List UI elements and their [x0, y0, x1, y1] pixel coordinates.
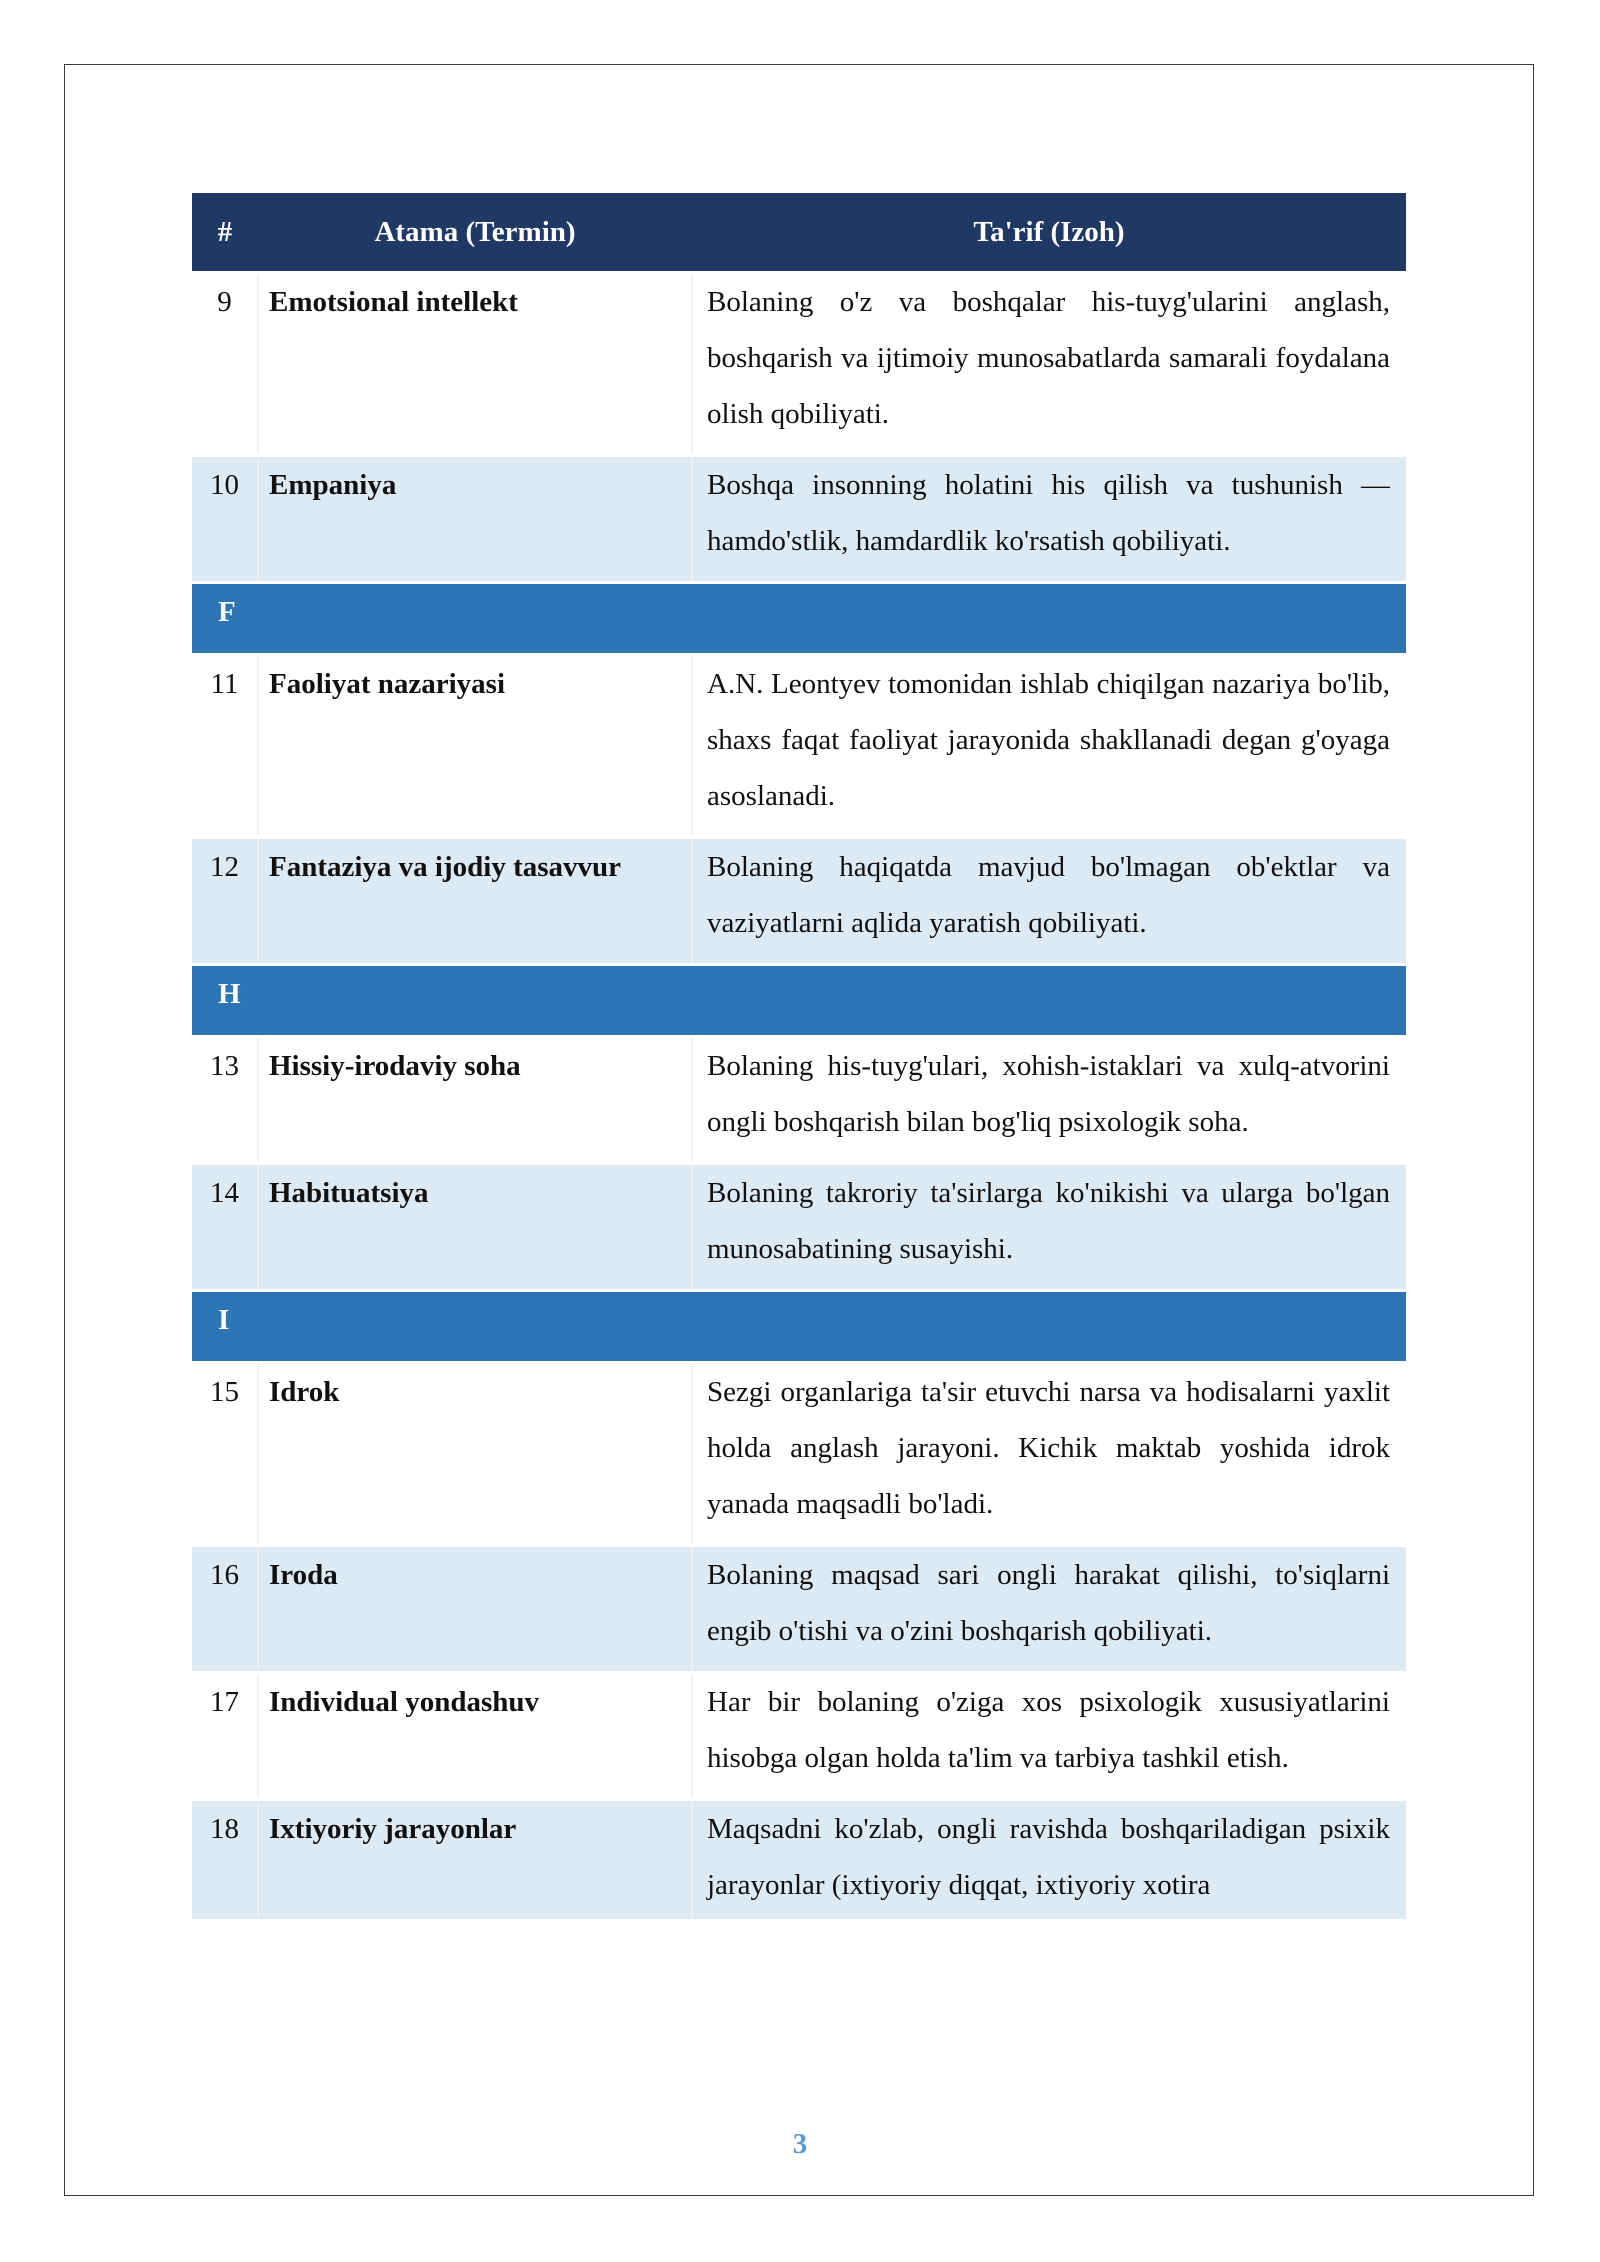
row-definition: Bolaning maqsad sari ongli harakat qilishi, to'siqlarni engib o'tishi va o'zini boshqarish qobiliyati. [692, 1546, 1406, 1673]
row-number: 11 [192, 655, 258, 838]
row-number: 13 [192, 1037, 258, 1164]
row-number: 10 [192, 456, 258, 583]
table-row [192, 456, 1406, 583]
section-letter: I [192, 1291, 1406, 1363]
row-term: Faoliyat nazariyasi [258, 655, 692, 838]
section-letter: F [192, 583, 1406, 655]
table-body [192, 273, 1406, 1921]
row-term: Individual yondashuv [258, 1673, 692, 1800]
page-number: 3 [792, 2128, 808, 2160]
table-row [192, 1363, 1406, 1546]
header-definition: Ta'rif (Izoh) [692, 193, 1406, 273]
row-term: Fantaziya va ijodiy tasavvur [258, 838, 692, 965]
table-row [192, 1800, 1406, 1921]
row-number: 9 [192, 273, 258, 456]
row-term: Idrok [258, 1363, 692, 1546]
row-definition: Bolaning haqiqatda mavjud bo'lmagan ob'ektlar va vaziyatlarni aqlida yaratish qobiliyati. [692, 838, 1406, 965]
row-number: 18 [192, 1800, 258, 1921]
row-term: Habituatsiya [258, 1164, 692, 1291]
glossary-table [192, 193, 1406, 1922]
header-term: Atama (Termin) [258, 193, 692, 273]
header-row [192, 193, 1406, 273]
section-letter: H [192, 965, 1406, 1037]
section-row [192, 583, 1406, 655]
row-term: Hissiy-irodaviy soha [258, 1037, 692, 1164]
row-definition: A.N. Leontyev tomonidan ishlab chiqilgan nazariya bo'lib, shaxs faqat faoliyat jarayonida shakllanadi degan g'oyaga asoslanadi. [692, 655, 1406, 838]
row-definition: Maqsadni ko'zlab, ongli ravishda boshqariladigan psixik jarayonlar (ixtiyoriy diqqat, ixtiyoriy xotira [692, 1800, 1406, 1921]
section-row [192, 965, 1406, 1037]
table-row [192, 1546, 1406, 1673]
table-header [192, 193, 1406, 273]
header-number: # [192, 193, 258, 273]
row-term: Ixtiyoriy jarayonlar [258, 1800, 692, 1921]
row-definition: Bolaning o'z va boshqalar his-tuyg'ularini anglash, boshqarish va ijtimoiy munosabatlarda samarali foydalana olish qobiliyati. [692, 273, 1406, 456]
row-definition: Har bir bolaning o'ziga xos psixologik xususiyatlarini hisobga olgan holda ta'lim va tarbiya tashkil etish. [692, 1673, 1406, 1800]
row-definition: Bolaning his-tuyg'ulari, xohish-istaklari va xulq-atvorini ongli boshqarish bilan bog'liq psixologik soha. [692, 1037, 1406, 1164]
row-number: 17 [192, 1673, 258, 1800]
row-term: Iroda [258, 1546, 692, 1673]
table-row [192, 655, 1406, 838]
table-row [192, 1673, 1406, 1800]
row-term: Emotsional intellekt [258, 273, 692, 456]
table-row [192, 1164, 1406, 1291]
table-row [192, 1037, 1406, 1164]
row-definition: Boshqa insonning holatini his qilish va tushunish — hamdo'stlik, hamdardlik ko'rsatish qobiliyati. [692, 456, 1406, 583]
section-row [192, 1291, 1406, 1363]
row-definition: Bolaning takroriy ta'sirlarga ko'nikishi va ularga bo'lgan munosabatining susayishi. [692, 1164, 1406, 1291]
table-row [192, 838, 1406, 965]
row-number: 12 [192, 838, 258, 965]
row-term: Empaniya [258, 456, 692, 583]
row-number: 14 [192, 1164, 258, 1291]
row-number: 16 [192, 1546, 258, 1673]
table-row [192, 273, 1406, 456]
row-definition: Sezgi organlariga ta'sir etuvchi narsa va hodisalarni yaxlit holda anglash jarayoni. Kichik maktab yoshida idrok yanada maqsadli bo'ladi. [692, 1363, 1406, 1546]
row-number: 15 [192, 1363, 258, 1546]
